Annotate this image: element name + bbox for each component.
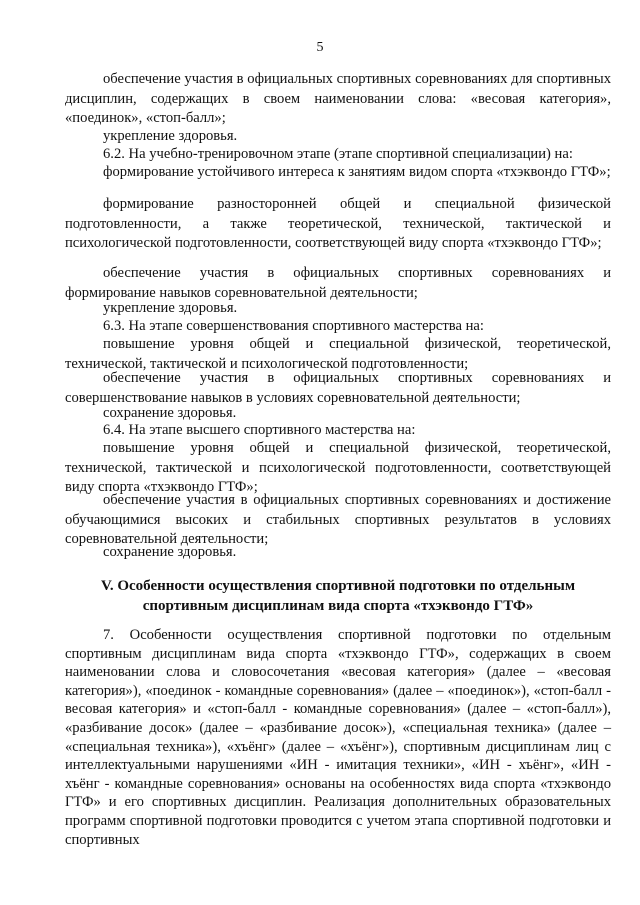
para-6-4-heading: 6.4. На этапе высшего спортивного мастерства на:	[103, 422, 416, 438]
para-participation-3: обеспечение участия в официальных спортивных соревнованиях и совершенствование навыков в условиях соревновательной деятельности;	[65, 370, 611, 406]
para-participation-2: обеспечение участия в официальных спортивных соревнованиях и формирование навыков соревновательной деятельности;	[65, 265, 611, 301]
para-health-1: укрепление здоровья.	[103, 128, 238, 144]
para-participation-1: обеспечение участия в официальных спортивных соревнованиях для спортивных дисциплин, содержащих в своем наименовании слова: «весовая категория», «поединок», «стоп-балл»;	[65, 71, 611, 126]
para-level-increase-2: повышение уровня общей и специальной физической, теоретической, технической, тактической и психологической подготовленности, соответствующей виду спорта «тхэквондо ГТФ»;	[65, 440, 611, 495]
para-level-increase-1: повышение уровня общей и специальной физической, теоретической, технической, тактической и психологической подготовленности;	[65, 336, 611, 372]
para-comprehensive-prep: формирование разносторонней общей и специальной физической подготовленности, а также теоретической, технической, тактической и психологической подготовленности, соответствующей виду спорта «тхэквондо ГТФ»;	[65, 196, 611, 251]
para-health-2: укрепление здоровья.	[103, 300, 238, 316]
para-health-4: сохранение здоровья.	[103, 544, 237, 560]
para-6-3-heading: 6.3. На этапе совершенствования спортивного мастерства на:	[103, 318, 484, 334]
para-7: 7. Особенности осуществления спортивной подготовки по отдельным спортивным дисциплинам вида спорта «тхэквондо ГТФ», содержащих в своем наименовании слова и словосочетания «весовая категория» (далее – «весовая категория»), «поединок - командные соревнования» (далее – «поединок»), «стоп-балл - весовая категория» и «стоп-балл - командные соревнования» (далее – «стоп-балл»), «разбивание досок» (далее – «разбивание досок»), «специальная техника» (далее – «специальная техника»), «хъёнг» (далее – «хъёнг»), спортивным дисциплинам лиц с интеллектуальными нарушениями «ИН - имитация техники», «ИН - хъёнг», «ИН - хъёнг - командные соревнования» основаны на особенностях вида спорта «тхэквондо ГТФ» и его спортивных дисциплин. Реализация дополнительных образовательных программ спортивной подготовки проводится с учетом этапа спортивной подготовки и спортивных	[65, 627, 611, 848]
page-number: 5	[316, 40, 324, 55]
para-health-3: сохранение здоровья.	[103, 405, 237, 421]
section-heading-line-1: V. Особенности осуществления спортивной подготовки по отдельным	[100, 578, 576, 594]
section-heading	[65, 576, 611, 616]
section-heading-line-2: спортивным дисциплинам вида спорта «тхэквондо ГТФ»	[142, 598, 534, 614]
para-6-2-heading: 6.2. На учебно-тренировочном этапе (этапе спортивной специализации) на:	[103, 146, 573, 162]
para-participation-4: обеспечение участия в официальных спортивных соревнованиях и достижение обучающимися высоких и стабильных спортивных результатов в условиях соревновательной деятельности;	[65, 492, 611, 547]
para-interest: формирование устойчивого интереса к занятиям видом спорта «тхэквондо ГТФ»;	[103, 164, 611, 180]
